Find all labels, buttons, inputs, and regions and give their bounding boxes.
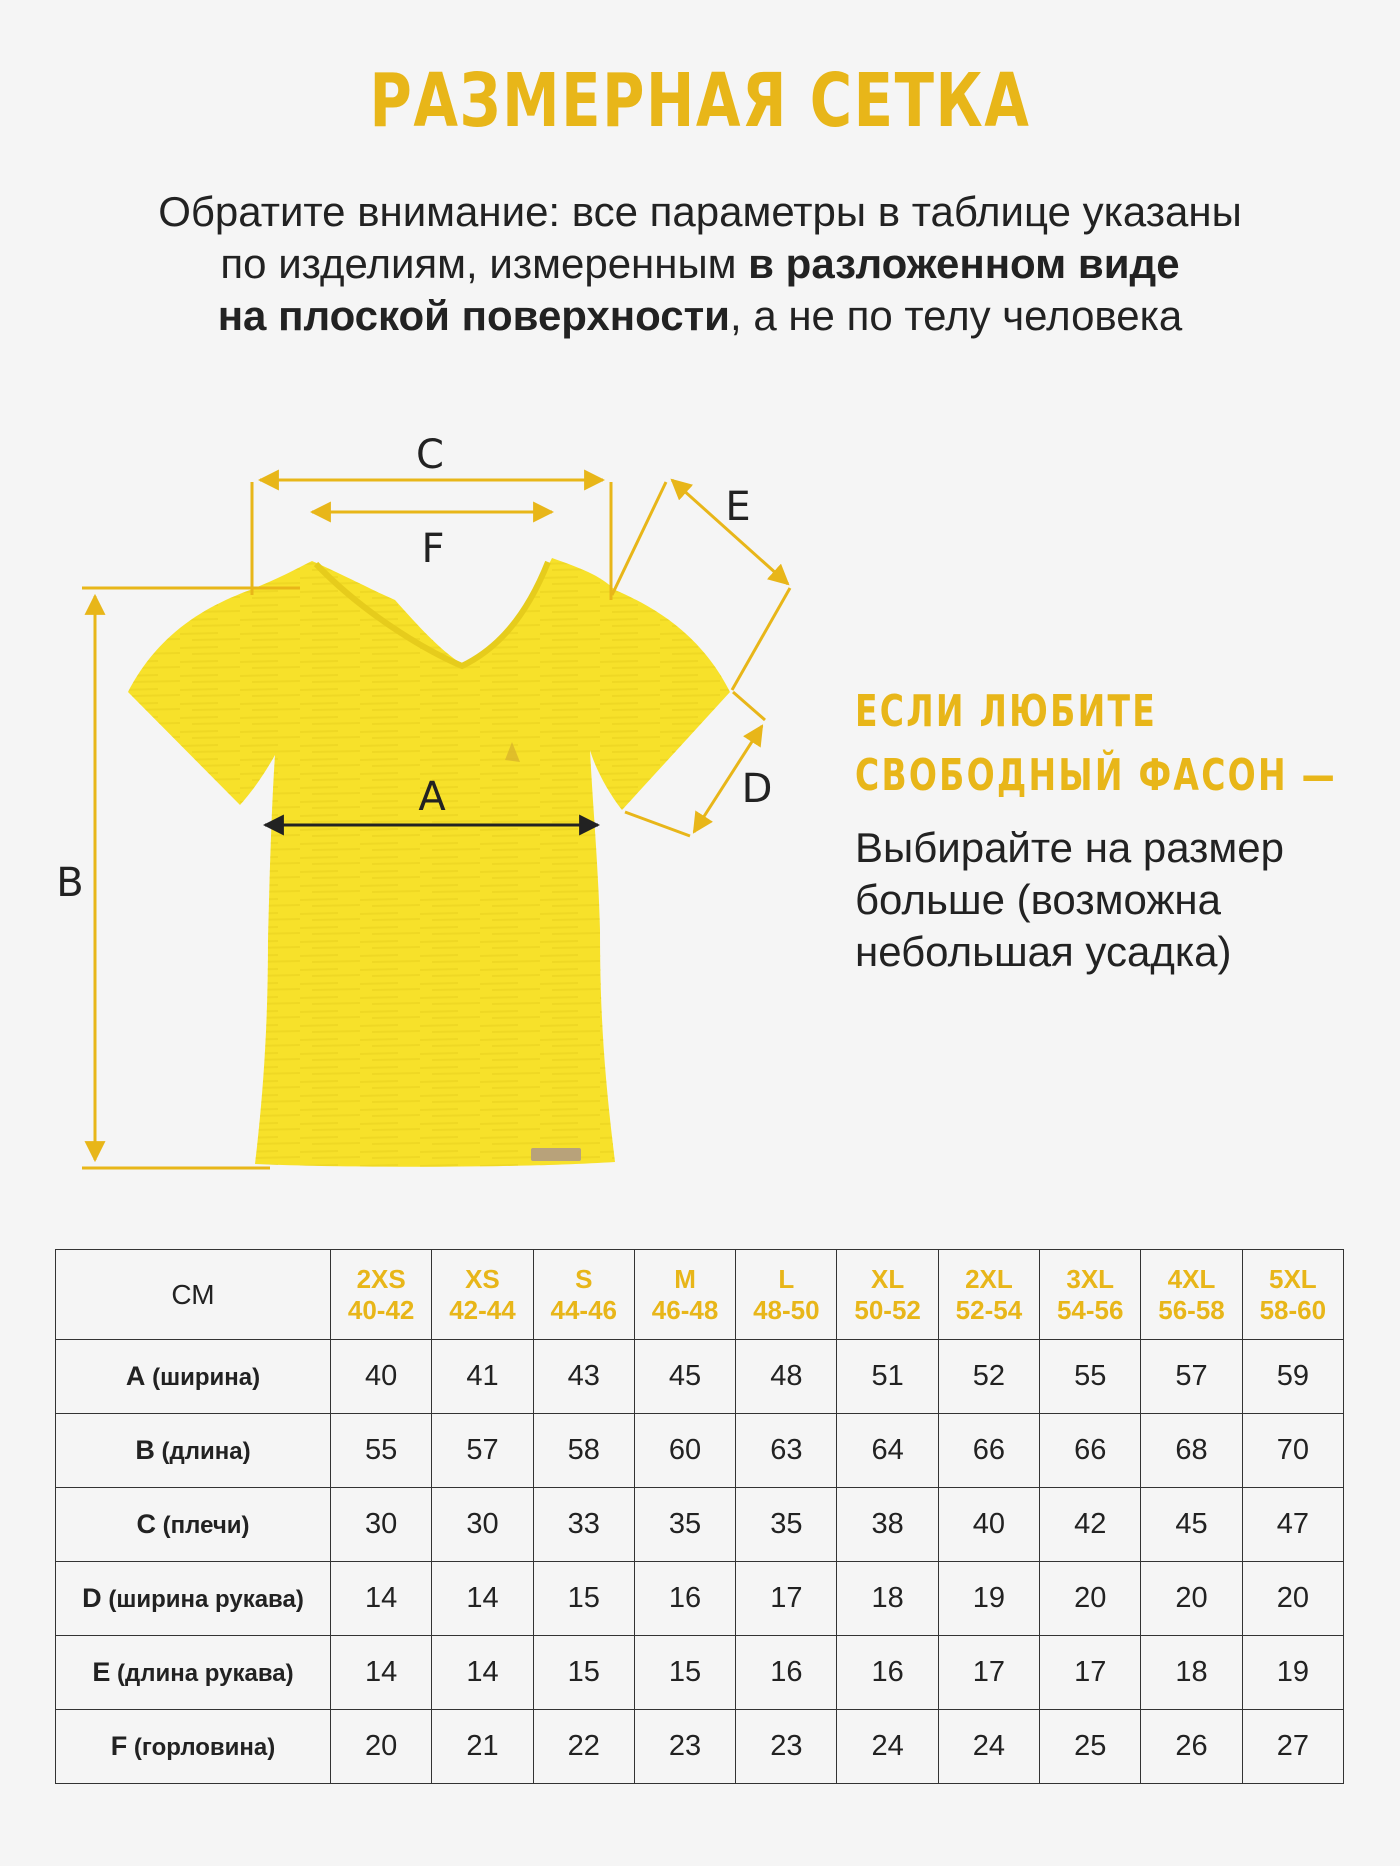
- notice-line-2: [0, 238, 1400, 290]
- table-cell: 57: [1141, 1340, 1242, 1414]
- size-name: 4XL: [1167, 1263, 1216, 1294]
- page-title: РАЗМЕРНАЯ СЕТКА: [369, 58, 1031, 144]
- table-cell: 43: [533, 1340, 634, 1414]
- table-cell: 24: [837, 1710, 938, 1784]
- label-b: B: [56, 860, 84, 906]
- notice-line-3-bold: на плоской поверхности: [217, 292, 730, 339]
- table-row: [56, 1562, 1344, 1636]
- size-header-l: [736, 1250, 837, 1340]
- row-description: (горловина): [127, 1734, 276, 1761]
- row-label: [56, 1414, 331, 1488]
- size-name: 2XL: [965, 1263, 1013, 1294]
- table-cell: 51: [837, 1340, 938, 1414]
- table-cell: 42: [1040, 1488, 1141, 1562]
- size-name: XL: [871, 1263, 905, 1294]
- size-ru: 48-50: [753, 1294, 820, 1325]
- size-ru: 46-48: [651, 1294, 719, 1325]
- size-name: M: [674, 1263, 696, 1294]
- table-cell: 17: [938, 1636, 1039, 1710]
- size-header-row: [56, 1250, 1344, 1340]
- table-row: [56, 1710, 1344, 1784]
- table-cell: 23: [736, 1710, 837, 1784]
- table-cell: 41: [432, 1340, 533, 1414]
- table-cell: 21: [432, 1710, 533, 1784]
- table-cell: 22: [533, 1710, 634, 1784]
- table-cell: 15: [533, 1562, 634, 1636]
- table-cell: 47: [1242, 1488, 1343, 1562]
- table-cell: 57: [432, 1414, 533, 1488]
- row-description: (ширина): [145, 1364, 261, 1391]
- table-cell: 58: [533, 1414, 634, 1488]
- table-row: [56, 1488, 1344, 1562]
- size-name: S: [575, 1263, 593, 1294]
- size-table-body: [56, 1340, 1344, 1784]
- notice-line-3-plain: , а не по телу человека: [729, 292, 1183, 339]
- tshirt-tag: [531, 1148, 581, 1161]
- size-header-2xl: [938, 1250, 1039, 1340]
- row-label: [56, 1562, 331, 1636]
- table-cell: 17: [736, 1562, 837, 1636]
- size-ru: 58-60: [1259, 1294, 1327, 1325]
- table-cell: 40: [938, 1488, 1039, 1562]
- size-header-xs: [432, 1250, 533, 1340]
- row-label: [56, 1710, 331, 1784]
- size-name: 5XL: [1268, 1263, 1317, 1294]
- measure-f: [312, 512, 552, 572]
- table-cell: 16: [837, 1636, 938, 1710]
- size-ru: 42-44: [449, 1294, 516, 1325]
- table-cell: 35: [634, 1488, 735, 1562]
- table-cell: 55: [1040, 1340, 1141, 1414]
- table-cell: 14: [331, 1562, 432, 1636]
- table-cell: 64: [837, 1414, 938, 1488]
- row-label: [56, 1340, 331, 1414]
- label-c: C: [416, 432, 444, 478]
- row-letter: D: [82, 1583, 102, 1613]
- size-header-3xl: [1040, 1250, 1141, 1340]
- tshirt-graphic: [128, 558, 730, 1167]
- side-heading-line-1: ЕСЛИ ЛЮБИТЕ: [855, 686, 1158, 737]
- size-header-5xl: [1242, 1250, 1343, 1340]
- label-f: F: [421, 526, 445, 572]
- table-cell: 38: [837, 1488, 938, 1562]
- side-advice-text: Выбирайте на размер больше (возможна небольшая усадка): [855, 824, 1285, 975]
- row-label: [56, 1488, 331, 1562]
- notice-line-1: Обратите внимание: все параметры в таблице указаны: [158, 188, 1242, 235]
- row-description: (длина рукава): [110, 1660, 294, 1687]
- table-cell: 14: [432, 1636, 533, 1710]
- table-cell: 25: [1040, 1710, 1141, 1784]
- table-cell: 26: [1141, 1710, 1242, 1784]
- notice-text: [0, 186, 1400, 342]
- label-e: E: [725, 484, 751, 530]
- table-cell: 23: [634, 1710, 735, 1784]
- table-cell: 30: [432, 1488, 533, 1562]
- size-name: L: [778, 1263, 795, 1294]
- table-cell: 17: [1040, 1636, 1141, 1710]
- row-description: (ширина рукава): [101, 1586, 304, 1613]
- table-cell: 30: [331, 1488, 432, 1562]
- row-letter: B: [135, 1435, 155, 1465]
- table-cell: 18: [1141, 1636, 1242, 1710]
- table-cell: 16: [736, 1636, 837, 1710]
- table-row: [56, 1414, 1344, 1488]
- table-cell: 48: [736, 1340, 837, 1414]
- table-cell: 40: [331, 1340, 432, 1414]
- size-header-2xs: [331, 1250, 432, 1340]
- table-cell: 20: [1141, 1562, 1242, 1636]
- table-row: [56, 1636, 1344, 1710]
- size-ru: 54-56: [1056, 1294, 1124, 1325]
- table-cell: 16: [634, 1562, 735, 1636]
- size-ru: 52-54: [955, 1294, 1023, 1325]
- notice-line-3: [0, 290, 1400, 342]
- size-name: XS: [465, 1263, 500, 1294]
- side-heading-line-2: СВОБОДНЫЙ ФАСОН —: [855, 750, 1337, 801]
- table-cell: 45: [1141, 1488, 1242, 1562]
- label-a: A: [418, 774, 446, 820]
- table-cell: 20: [1242, 1562, 1343, 1636]
- row-letter: C: [136, 1509, 156, 1539]
- row-letter: A: [125, 1361, 146, 1391]
- size-header-4xl: [1141, 1250, 1242, 1340]
- size-name: 2XS: [356, 1263, 406, 1294]
- table-cell: 15: [634, 1636, 735, 1710]
- row-description: (длина): [154, 1438, 251, 1465]
- unit-header: СМ: [56, 1250, 331, 1340]
- table-cell: 66: [938, 1414, 1039, 1488]
- label-d: D: [741, 766, 773, 812]
- size-header-s: [533, 1250, 634, 1340]
- table-cell: 20: [331, 1710, 432, 1784]
- table-cell: 14: [432, 1562, 533, 1636]
- row-letter: E: [92, 1657, 111, 1687]
- table-cell: 63: [736, 1414, 837, 1488]
- table-cell: 24: [938, 1710, 1039, 1784]
- table-cell: 19: [1242, 1636, 1343, 1710]
- size-ru: 40-42: [347, 1294, 415, 1325]
- tshirt-measurement-diagram: [0, 420, 1400, 1200]
- size-header-m: [634, 1250, 735, 1340]
- size-header-xl: [837, 1250, 938, 1340]
- size-name: 3XL: [1066, 1263, 1115, 1294]
- table-cell: 18: [837, 1562, 938, 1636]
- row-label: [56, 1636, 331, 1710]
- row-letter: F: [110, 1731, 128, 1761]
- table-row: [56, 1340, 1344, 1414]
- size-ru: 50-52: [854, 1294, 921, 1325]
- notice-line-2-bold: в разложенном виде: [748, 240, 1180, 287]
- table-cell: 15: [533, 1636, 634, 1710]
- table-cell: 59: [1242, 1340, 1343, 1414]
- row-description: (плечи): [155, 1512, 250, 1539]
- table-cell: 60: [634, 1414, 735, 1488]
- size-ru: 56-58: [1158, 1294, 1225, 1325]
- size-ru: 44-46: [550, 1294, 617, 1325]
- table-cell: 33: [533, 1488, 634, 1562]
- table-cell: 55: [331, 1414, 432, 1488]
- table-cell: 68: [1141, 1414, 1242, 1488]
- side-heading: [855, 680, 1337, 808]
- table-cell: 70: [1242, 1414, 1343, 1488]
- table-cell: 14: [331, 1636, 432, 1710]
- table-cell: 45: [634, 1340, 735, 1414]
- size-table: [55, 1249, 1344, 1784]
- table-cell: 27: [1242, 1710, 1343, 1784]
- table-cell: 19: [938, 1562, 1039, 1636]
- notice-line-2-plain: по изделиям, измеренным: [220, 240, 749, 287]
- table-cell: 20: [1040, 1562, 1141, 1636]
- table-cell: 52: [938, 1340, 1039, 1414]
- table-cell: 66: [1040, 1414, 1141, 1488]
- table-cell: 35: [736, 1488, 837, 1562]
